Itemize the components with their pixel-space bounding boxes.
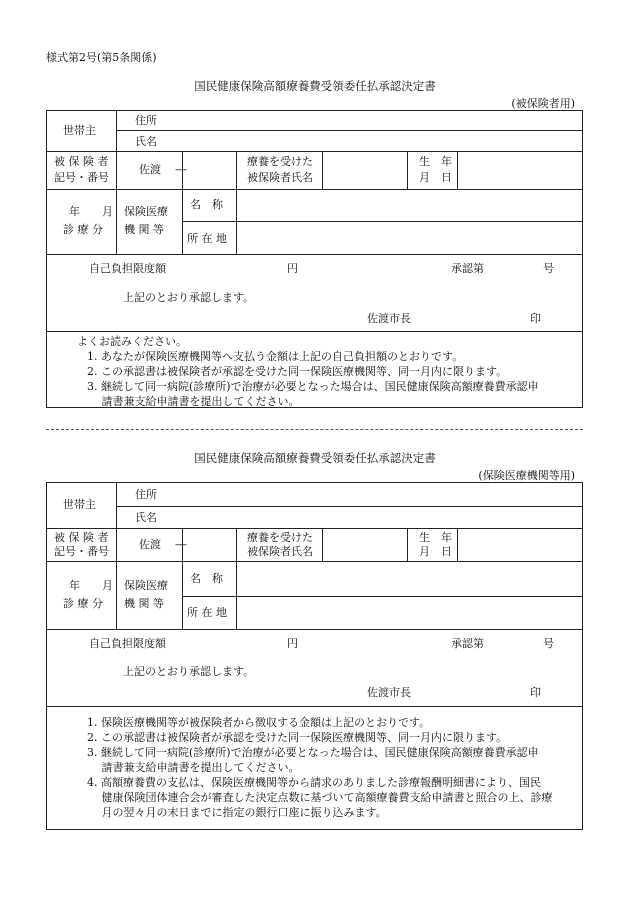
household-head-label: 世帯主 — [63, 124, 96, 137]
mayor-label: 佐渡市長 — [367, 686, 411, 699]
address-label: 住所 — [135, 114, 157, 127]
household-head-label: 世帯主 — [63, 498, 96, 511]
insured-number-label: 記号・番号 — [54, 545, 109, 558]
insured-number-label: 記号・番号 — [54, 171, 109, 184]
institution-label: 保険医療 — [124, 579, 168, 592]
notes-list — [87, 349, 539, 409]
section2-form — [46, 482, 583, 830]
institution-label: 保険医療 — [124, 205, 168, 218]
note-item: 3. 継続して同一病院(診療所)で治療が必要となった場合は、国民健康保険高額療養費承認申 — [87, 746, 539, 759]
treated-label: 療養を受けた — [247, 531, 313, 544]
limit-label: 自己負担限度額 — [89, 637, 166, 650]
note-item: 3. 継続して同一病院(診療所)で治療が必要となった場合は、国民健康保険高額療養費承認申 — [87, 380, 539, 393]
treated-label: 療養を受けた — [247, 155, 313, 168]
note-item: 4. 高額療養費の支払は、保険医療機関等から請求のありました診療報酬明細書により、国民 — [87, 776, 541, 789]
treated-name-label: 被保険者氏名 — [247, 545, 313, 558]
institution-location-label: 所 在 地 — [187, 606, 227, 619]
yen-label: 円 — [287, 262, 298, 275]
cut-line — [46, 429, 583, 430]
note-item: 1. 保険医療機関等が被保険者から徴収する金額は上記のとおりです。 — [87, 716, 431, 729]
institution-name-label: 名 称 — [190, 198, 223, 211]
treatment-period-label: 診 療 分 — [63, 597, 103, 610]
birth-label: 生 年 — [419, 155, 452, 168]
note-item: 2. この承認書は被保険者が承認を受けた同一保険医療機関等、同一月内に限ります。 — [87, 365, 508, 378]
sado-prefix: 佐渡 ― — [139, 163, 187, 176]
section1-subtitle: (被保険者用) — [511, 97, 575, 110]
limit-label: 自己負担限度額 — [89, 262, 166, 275]
institution-label-2: 機 関 等 — [124, 597, 164, 610]
yen-label: 円 — [287, 637, 298, 650]
form-number: 様式第2号(第5条関係) — [46, 51, 157, 64]
note-item: 月の翌々月の末日までに指定の銀行口座に振り込みます。 — [87, 806, 387, 819]
address-label: 住所 — [135, 488, 157, 501]
birth-date-label: 月 日 — [419, 545, 452, 558]
section2-title: 国民健康保険高額療養費受領委任払承認決定書 — [194, 451, 436, 465]
section1-form — [46, 110, 583, 408]
seal-mark: 印 — [530, 686, 541, 699]
approval-number-label: 承認第 — [451, 637, 484, 650]
institution-label-2: 機 関 等 — [124, 223, 164, 236]
notes-list — [87, 715, 553, 820]
insured-symbol-label: 被 保 険 者 — [54, 531, 109, 544]
year-month-label: 年 月 — [69, 205, 113, 218]
section2-subtitle: (保険医療機関等用) — [478, 469, 575, 482]
section1-title: 国民健康保険高額療養費受領委任払承認決定書 — [194, 79, 436, 93]
notes-heading: よくお読みください。 — [77, 335, 187, 348]
note-item: 請書兼支給申請書を提出してください。 — [87, 395, 300, 408]
insured-symbol-label: 被 保 険 者 — [54, 155, 109, 168]
birth-label: 生 年 — [419, 531, 452, 544]
treated-name-label: 被保険者氏名 — [247, 171, 313, 184]
year-month-label: 年 月 — [69, 579, 113, 592]
name-label: 氏名 — [135, 511, 157, 524]
institution-location-label: 所 在 地 — [187, 232, 227, 245]
approval-number-label: 承認第 — [451, 262, 484, 275]
approved-text: 上記のとおり承認します。 — [123, 665, 255, 678]
note-item: 健康保険団体連合会が審査した決定点数に基づいて高額療養費支給申請書と照合の上、診療 — [87, 791, 553, 804]
note-item: 2. この承認書は被保険者が承認を受けた同一保険医療機関等、同一月内に限ります。 — [87, 731, 508, 744]
institution-name-label: 名 称 — [190, 572, 223, 585]
number-suffix-label: 号 — [543, 637, 554, 650]
name-label: 氏名 — [135, 135, 157, 148]
sado-prefix: 佐渡 ― — [139, 538, 187, 551]
birth-date-label: 月 日 — [419, 171, 452, 184]
approved-text: 上記のとおり承認します。 — [123, 291, 255, 304]
treatment-period-label: 診 療 分 — [63, 223, 103, 236]
note-item: 1. あなたが保険医療機関等へ支払う金額は上記の自己負担額のとおりです。 — [87, 350, 464, 363]
seal-mark: 印 — [530, 312, 541, 325]
note-item: 請書兼支給申請書を提出してください。 — [87, 761, 300, 774]
mayor-label: 佐渡市長 — [367, 312, 411, 325]
number-suffix-label: 号 — [543, 262, 554, 275]
